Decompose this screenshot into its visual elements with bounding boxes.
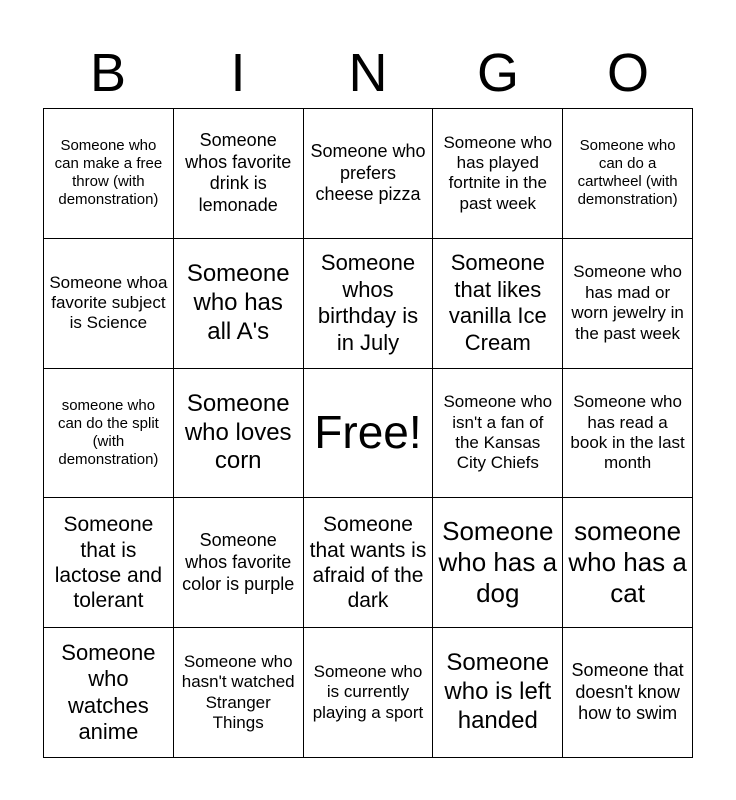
bingo-cell-r2c1: Someone whoa favorite subject is Science <box>44 239 174 369</box>
bingo-cell-r4c5: someone who has a cat <box>563 498 693 628</box>
free-space-cell: Free! <box>304 369 434 499</box>
bingo-cell-r4c1: Someone that is lactose and tolerant <box>44 498 174 628</box>
bingo-cell-r1c4: Someone who has played fortnite in the past week <box>433 109 563 239</box>
bingo-cell-r3c2: Someone who loves corn <box>174 369 304 499</box>
bingo-cell-r1c1: Someone who can make a free throw (with demonstration) <box>44 109 174 239</box>
header-letter-n: N <box>348 43 388 103</box>
bingo-cell-r1c5: Someone who can do a cartwheel (with demonstration) <box>563 109 693 239</box>
bingo-header <box>43 38 693 108</box>
bingo-cell-r2c3: Someone whos birthday is in July <box>304 239 434 369</box>
bingo-cell-r2c2: Someone who has all A's <box>174 239 304 369</box>
bingo-cell-r2c4: Someone that likes vanilla Ice Cream <box>433 239 563 369</box>
bingo-cell-r3c4: Someone who isn't a fan of the Kansas City Chiefs <box>433 369 563 499</box>
header-letter-o: O <box>606 43 649 103</box>
bingo-cell-r2c5: Someone who has mad or worn jewelry in the past week <box>563 239 693 369</box>
header-letter-i: I <box>230 43 246 103</box>
bingo-cell-r5c4: Someone who is left handed <box>433 628 563 758</box>
bingo-cell-r5c1: Someone who watches anime <box>44 628 174 758</box>
bingo-cell-r4c4: Someone who has a dog <box>433 498 563 628</box>
bingo-cell-r5c2: Someone who hasn't watched Stranger Things <box>174 628 304 758</box>
bingo-cell-r3c1: someone who can do the split (with demonstration) <box>44 369 174 499</box>
bingo-cell-r1c2: Someone whos favorite drink is lemonade <box>174 109 304 239</box>
bingo-cell-r5c5: Someone that doesn't know how to swim <box>563 628 693 758</box>
header-letter-g: G <box>476 43 519 103</box>
bingo-cell-r1c3: Someone who prefers cheese pizza <box>304 109 434 239</box>
bingo-cell-r5c3: Someone who is currently playing a sport <box>304 628 434 758</box>
bingo-cell-r4c3: Someone that wants is afraid of the dark <box>304 498 434 628</box>
header-letter-b: B <box>89 43 127 103</box>
bingo-cell-r4c2: Someone whos favorite color is purple <box>174 498 304 628</box>
bingo-cell-r3c5: Someone who has read a book in the last month <box>563 369 693 499</box>
bingo-grid <box>43 108 693 758</box>
